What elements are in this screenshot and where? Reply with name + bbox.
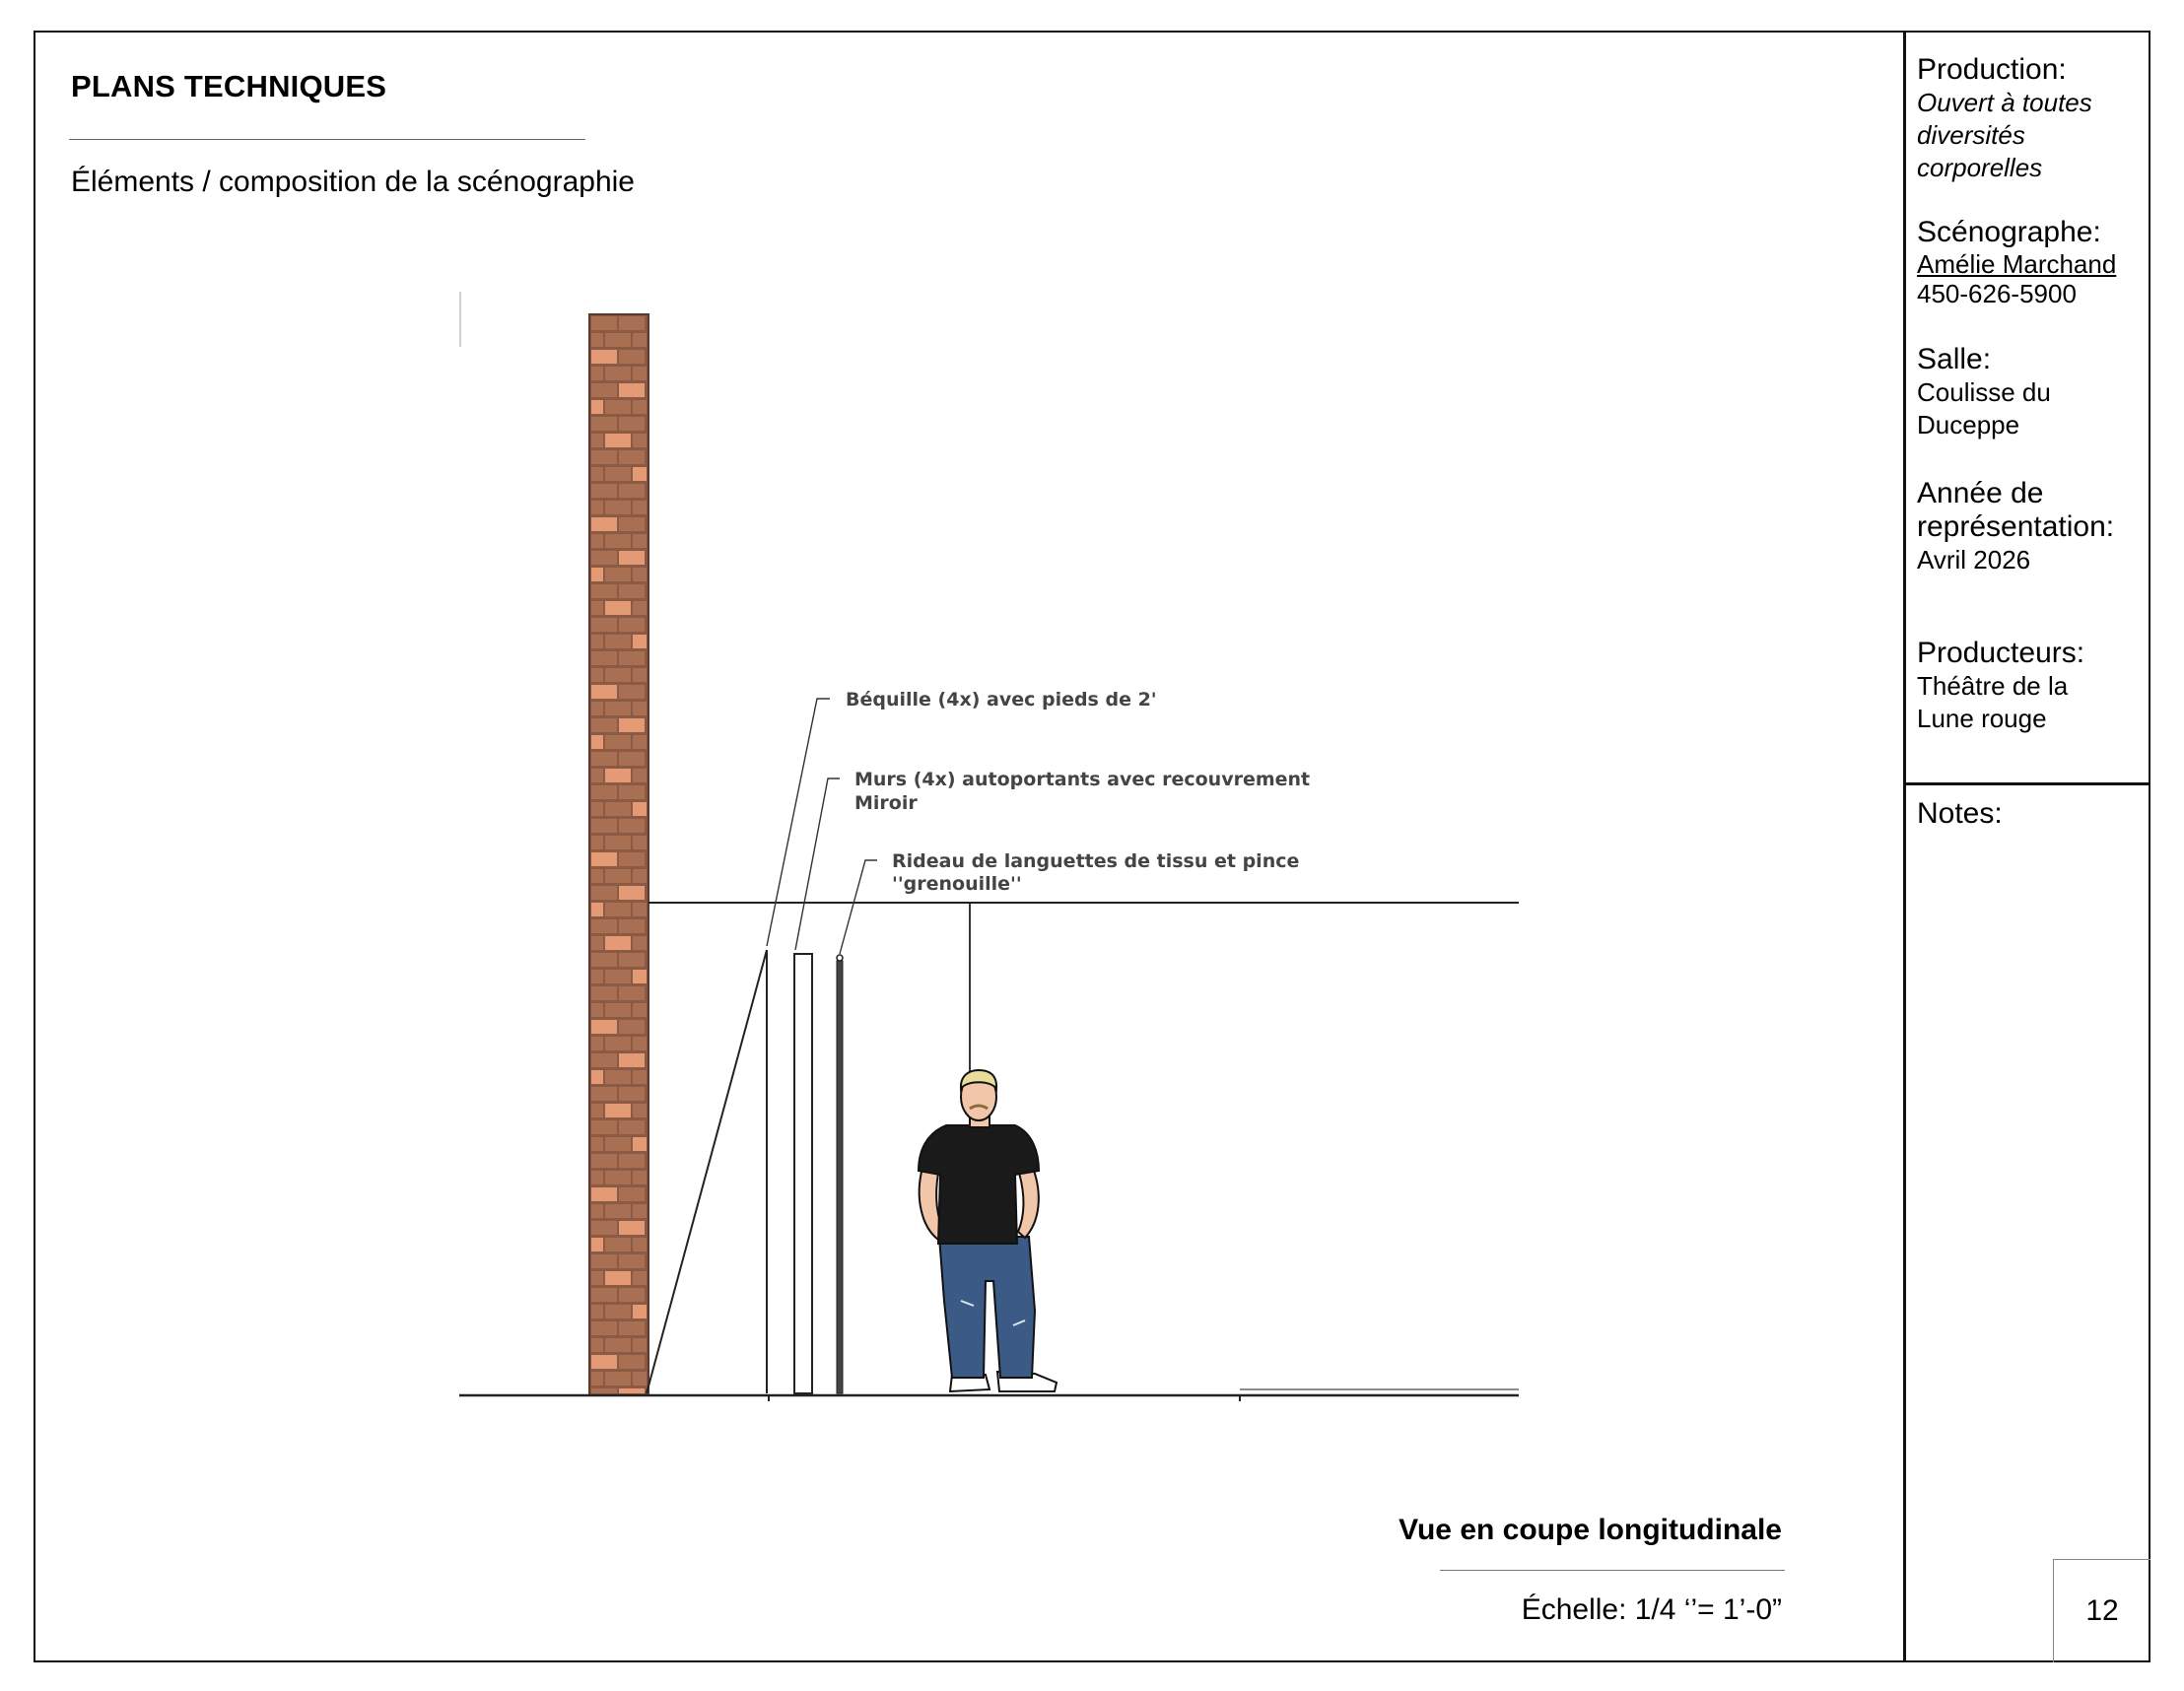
venue-label: Salle: <box>1917 343 1992 375</box>
venue-line: Coulisse du <box>1917 377 2051 407</box>
producers-block <box>1917 637 2144 735</box>
sheet-title: PLANS TECHNIQUES <box>71 69 387 103</box>
view-title: Vue en coupe longitudinale <box>1399 1514 1782 1546</box>
scenographer-name-link[interactable]: Amélie Marchand <box>1917 249 2117 279</box>
production-line: Ouvert à toutes <box>1917 88 2092 117</box>
producers-label: Producteurs: <box>1917 637 2085 669</box>
sheet-subtitle: Éléments / composition de la scénographie <box>71 166 635 198</box>
sheet-frame <box>34 31 2150 1662</box>
view-title-underline <box>1440 1570 1785 1571</box>
production-line: diversités <box>1917 120 2025 150</box>
title-underline <box>69 139 585 140</box>
year-label: représentation: <box>1917 510 2115 543</box>
sidebar-divider <box>1903 31 1906 1662</box>
year-block <box>1917 477 2144 576</box>
walls-annotation: Murs (4x) autoportants avec recouvrement <box>854 769 1311 790</box>
production-line: corporelles <box>1917 153 2043 182</box>
production-block <box>1917 53 2144 184</box>
notes-label: Notes: <box>1917 797 2003 830</box>
producers-line: Théâtre de la <box>1917 671 2069 701</box>
scale-label: Échelle: 1/4 ‘’= 1’-0” <box>1521 1593 1782 1626</box>
venue-line: Duceppe <box>1917 410 2020 440</box>
scenographer-block <box>1917 216 2144 308</box>
year-label: Année de <box>1917 477 2044 509</box>
production-label: Production: <box>1917 53 2067 86</box>
producers-line: Lune rouge <box>1917 704 2047 733</box>
crutch-annotation: Béquille (4x) avec pieds de 2' <box>846 689 1157 710</box>
scenographer-phone: 450-626-5900 <box>1917 279 2077 308</box>
venue-block <box>1917 343 2144 441</box>
page-number: 12 <box>2053 1559 2150 1662</box>
curtain-annotation: Rideau de languettes de tissu et pince <box>892 850 1300 872</box>
sidebar-notes-divider <box>1905 782 2150 785</box>
notes-block <box>1917 797 2144 831</box>
walls-annotation: Miroir <box>854 792 918 814</box>
scenographer-label: Scénographe: <box>1917 216 2101 248</box>
year-value: Avril 2026 <box>1917 545 2031 575</box>
curtain-annotation: ''grenouille'' <box>892 873 1022 895</box>
